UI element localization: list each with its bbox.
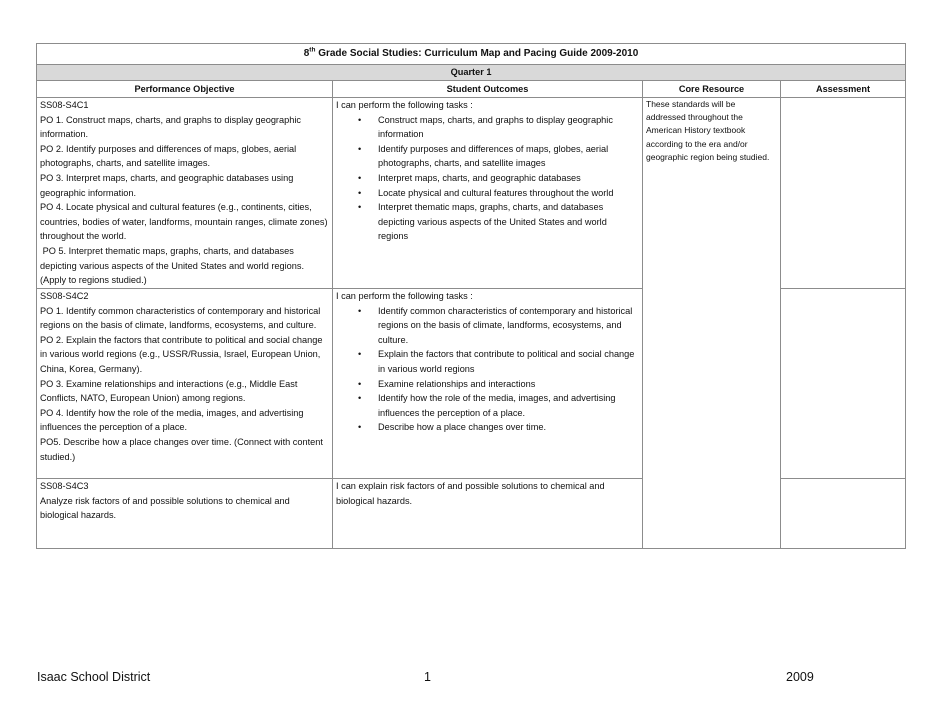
outcomes-intro: I can perform the following tasks : (336, 100, 473, 110)
list-item: • Identify purposes and differences of maps, globes, aerial photographs, charts, and satellite images (378, 142, 639, 171)
table-row (37, 98, 906, 289)
outcomes-cell (333, 289, 643, 479)
title-grade: 8 (303, 48, 310, 59)
outcomes-list (336, 304, 639, 435)
footer-year: 2009 (786, 670, 814, 684)
column-header-objective: Performance Objective (37, 81, 333, 98)
list-item: • Examine relationships and interactions (378, 377, 639, 392)
objective-line: PO 5. Interpret thematic maps, graphs, charts, and databases depicting various aspects of the United States and world regions. (Apply to regions studied.) (40, 245, 307, 286)
assessment-cell (781, 289, 906, 479)
assessment-cell (781, 479, 906, 549)
document-title (37, 44, 906, 65)
list-item: • Describe how a place changes over time. (378, 420, 639, 435)
list-item: • Explain the factors that contribute to political and social change in various world regions (378, 347, 639, 376)
objective-line: PO 2. Explain the factors that contribute to political and social change in various world regions (e.g., USSR/Russia, Israel, European Union, China, Korea, Germany). (40, 334, 323, 374)
list-item: • Interpret thematic maps, graphs, charts, and databases depicting various aspects of the United States and world regions (378, 200, 639, 244)
objective-line: PO 1. Construct maps, charts, and graphs to display geographic information. (40, 114, 301, 140)
column-header-outcomes: Student Outcomes (333, 81, 643, 98)
outcomes-intro: I can explain risk factors of and possible solutions to chemical and biological hazards. (336, 481, 605, 506)
outcomes-cell (333, 479, 643, 549)
objective-line: PO 4. Locate physical and cultural features (e.g., continents, cities, countries, bodies of water, landforms, mountain ranges, climate zones) throughout the world. (40, 202, 328, 242)
objective-line: SS08-S4C1 (40, 100, 89, 110)
list-item: • Construct maps, charts, and graphs to display geographic information (378, 113, 639, 142)
list-item: • Interpret maps, charts, and geographic databases (378, 171, 639, 186)
objective-line: SS08-S4C3 (40, 481, 89, 491)
outcomes-intro: I can perform the following tasks : (336, 291, 473, 301)
outcomes-list (336, 113, 639, 244)
title-text: Grade Social Studies: Curriculum Map and Pacing Guide 2009-2010 (315, 48, 639, 59)
objective-line: PO 4. Identify how the role of the media, images, and advertising influences the perception of a place. (40, 407, 304, 433)
objective-line: PO 3. Interpret maps, charts, and geographic databases using geographic information. (40, 172, 294, 198)
title-superscript: th (309, 46, 316, 54)
objective-line: PO 1. Identify common characteristics of contemporary and historical regions on the basis of climate, landforms, ecosystems, and culture. (40, 305, 321, 331)
column-header-core-resource: Core Resource (643, 81, 781, 98)
outcomes-cell (333, 98, 643, 289)
list-item: • Locate physical and cultural features throughout the world (378, 186, 639, 201)
assessment-cell (781, 98, 906, 289)
objective-line: PO 2. Identify purposes and differences of maps, globes, aerial photographs, charts, and satellite images. (40, 143, 297, 169)
column-header-row (37, 81, 906, 98)
footer-district: Isaac School District (37, 670, 151, 684)
column-header-assessment: Assessment (781, 81, 906, 98)
title-row (37, 44, 906, 65)
core-resource-cell: These standards will be addressed throughout the American History textbook according to the era and/or geographic region being studied. (643, 98, 781, 549)
objective-line: PO5. Describe how a place changes over time. (Connect with content studied.) (40, 436, 323, 462)
objective-cell (37, 479, 333, 549)
quarter-row (37, 65, 906, 81)
list-item: • Identify common characteristics of contemporary and historical regions on the basis of climate, landforms, ecosystems, and culture. (378, 304, 639, 348)
quarter-label: Quarter 1 (37, 65, 906, 81)
list-item: • Identify how the role of the media, images, and advertising influences the perception of a place. (378, 391, 639, 420)
curriculum-table (36, 43, 906, 549)
footer-page-number: 1 (424, 670, 431, 684)
objective-cell (37, 289, 333, 479)
objective-cell (37, 98, 333, 289)
objective-line: SS08-S4C2 (40, 291, 89, 301)
objective-line: PO 3. Examine relationships and interactions (e.g., Middle East Conflicts, NATO, European Union) among regions. (40, 378, 298, 404)
objective-line: Analyze risk factors of and possible solutions to chemical and biological hazards. (40, 495, 290, 521)
